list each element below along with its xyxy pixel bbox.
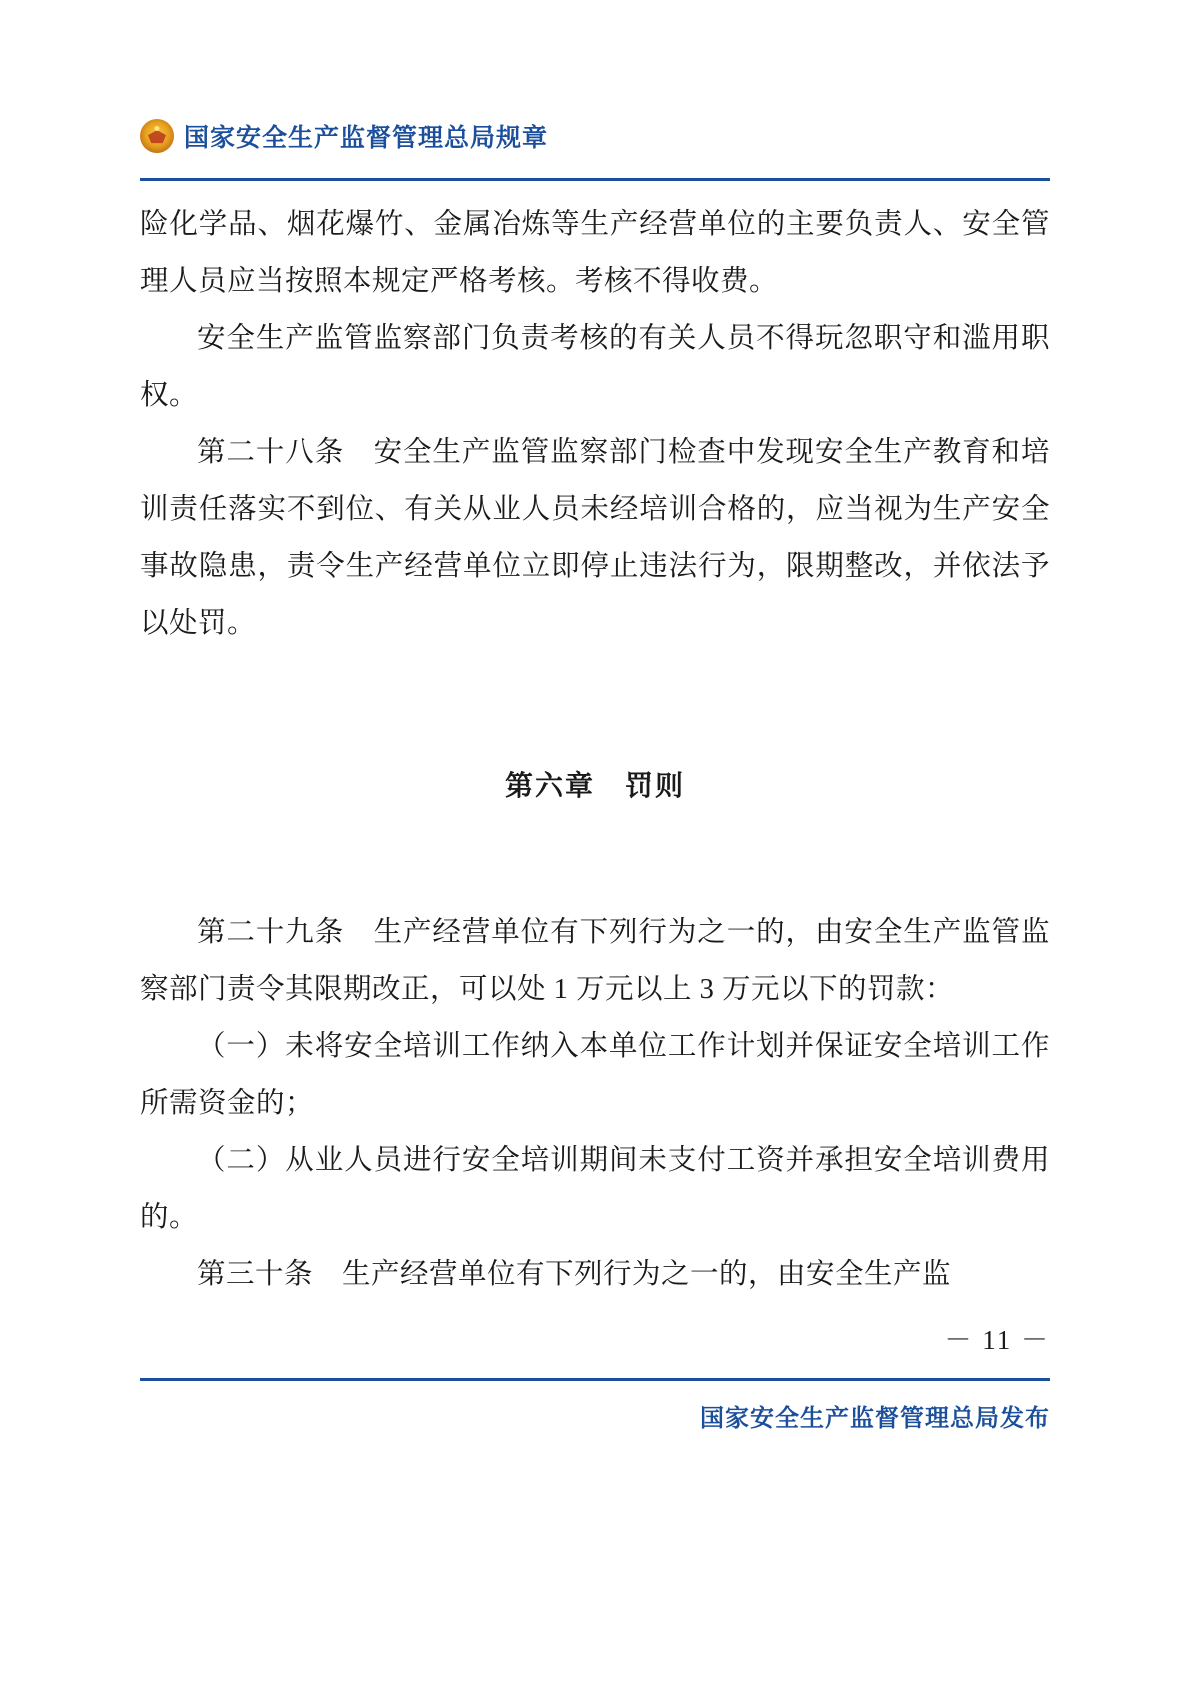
header-divider [140,178,1050,181]
paragraph: 险化学品、烟花爆竹、金属冶炼等生产经营单位的主要负责人、安全管理人员应当按照本规定严格考核。考核不得收费。 [140,209,1050,297]
spacer [140,652,1050,764]
paragraph: 安全生产监管监察部门负责考核的有关人员不得玩忽职守和滥用职权。 [140,323,1050,411]
paragraph-item-1: （一）未将安全培训工作纳入本单位工作计划并保证安全培训工作所需资金的； [140,1031,1050,1119]
paragraph-item-2: （二）从业人员进行安全培训期间未支付工资并承担安全培训费用的。 [140,1145,1050,1233]
paragraph-article-28: 第二十八条 安全生产监管监察部门检查中发现安全生产教育和培训责任落实不到位、有关从业人员未经培训合格的，应当视为生产安全事故隐患，责令生产经营单位立即停止违法行为，限期整改，并依法予以处罚。 [140,437,1050,639]
spacer [140,804,1050,904]
paragraph-article-30: 第三十条 生产经营单位有下列行为之一的，由安全生产监 [197,1259,952,1290]
footer-issuer: 国家安全生产监督管理总局发布 [700,1405,1050,1432]
footer-divider [140,1378,1050,1381]
document-body [140,196,1050,1303]
page-header [140,118,1050,154]
header-title: 国家安全生产监督管理总局规章 [184,124,549,152]
page-number: － 11 － [944,1325,1050,1355]
paragraph-article-29: 第二十九条 生产经营单位有下列行为之一的，由安全生产监管监察部门责令其限期改正，可以处 1 万元以上 3 万元以下的罚款： [140,917,1050,1005]
national-emblem-icon [140,119,174,153]
chapter-heading: 第六章 罚则 [504,770,685,801]
